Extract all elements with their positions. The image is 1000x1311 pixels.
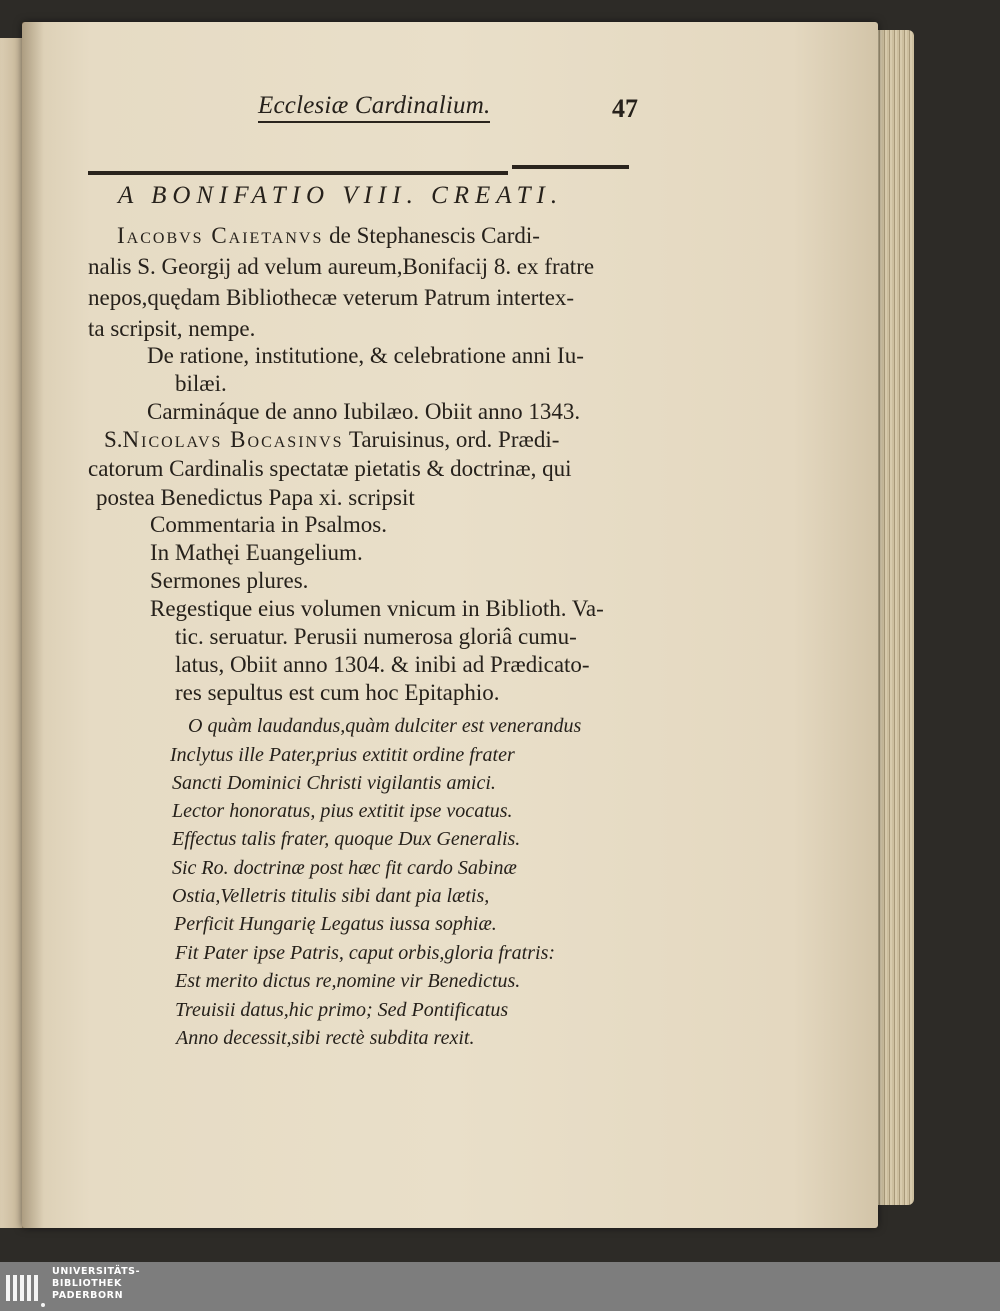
epitaph-line: Treuisii datus,hic primo; Sed Pontificatus: [175, 999, 509, 1021]
text-line: [88, 315, 255, 343]
text-line: [147, 398, 580, 426]
text-line: [88, 455, 572, 483]
library-name-line3: PADERBORN: [52, 1290, 124, 1301]
text-segment: Commentaria in Psalmos.: [150, 512, 388, 537]
text-line: [150, 539, 363, 567]
text-segment: nalis S. Georgij ad velum aureum,Bonifacij 8. ex fratre: [88, 254, 595, 279]
text-line: [175, 679, 500, 707]
text-line: [147, 342, 584, 370]
epitaph-line: Inclytus ille Pater,prius extitit ordine frater: [170, 744, 515, 766]
text-segment: de Stephanescis Cardi-: [323, 223, 540, 248]
text-segment: Taruisinus, ord. Prædi-: [343, 427, 560, 452]
text-segment: De ratione, institutione, & celebratione anni Iu-: [147, 343, 584, 368]
text-line: [150, 595, 604, 623]
epitaph-line: Est merito dictus re,nomine vir Benedictus.: [175, 970, 521, 992]
text-segment: Sermones plures.: [150, 568, 309, 593]
text-segment: tic. seruatur. Perusii numerosa gloriâ cumu-: [175, 624, 577, 649]
text-line: [117, 222, 540, 250]
text-segment: latus, Obiit anno 1304. & inibi ad Prædicato-: [175, 652, 590, 677]
text-segment: ta scripsit, nempe.: [88, 316, 256, 341]
header-rule-left: [88, 171, 508, 175]
epitaph-line: Ostia,Velletris titulis sibi dant pia lætis,: [172, 885, 490, 907]
text-line: [104, 426, 559, 454]
text-line: [175, 370, 227, 398]
text-segment: postea Benedictus Papa xi. scripsit: [96, 485, 415, 510]
epitaph-line: O quàm laudandus,quàm dulciter est venerandus: [188, 715, 582, 737]
epitaph-line: Fit Pater ipse Patris, caput orbis,gloria fratris:: [175, 942, 556, 964]
text-line: [175, 651, 590, 679]
library-name-line1: UNIVERSITÄTS-: [52, 1266, 141, 1277]
epitaph-line: Anno decessit,sibi rectè subdita rexit.: [176, 1027, 475, 1049]
library-name-line2: BIBLIOTHEK: [52, 1278, 122, 1289]
text-segment: S.: [104, 427, 123, 452]
text-segment: catorum Cardinalis spectatæ pietatis & doctrinæ, qui: [88, 456, 572, 481]
name-small-caps: Nicolavs Bocasinvs: [122, 427, 344, 452]
page-number: 47: [612, 94, 638, 123]
epitaph-line: Sancti Dominici Christi vigilantis amici.: [172, 772, 496, 794]
header-rule-right: [512, 165, 629, 169]
epitaph-line: Sic Ro. doctrinæ post hæc fit cardo Sabinæ: [172, 857, 517, 879]
text-line: [88, 253, 594, 281]
text-segment: nepos,quędam Bibliothecæ veterum Patrum intertex-: [88, 285, 575, 310]
epitaph-line: Lector honoratus, pius extitit ipse vocatus.: [172, 800, 513, 822]
name-small-caps: Iacobvs Caietanvs: [117, 223, 324, 248]
text-line: [150, 567, 308, 595]
text-segment: Regestique eius volumen vnicum in Biblioth. Va-: [150, 596, 604, 621]
library-logo-icon: [2, 1269, 44, 1305]
text-line: [150, 511, 387, 539]
text-line: [96, 484, 415, 512]
text-line: [88, 284, 574, 312]
text-segment: In Mathęi Euangelium.: [150, 540, 363, 565]
text-segment: bilæi.: [175, 371, 227, 396]
text-line: [175, 623, 577, 651]
library-footer: [0, 1262, 1000, 1311]
epitaph-line: Effectus talis frater, quoque Dux Generalis.: [172, 828, 521, 850]
text-segment: res sepultus est cum hoc Epitaphio.: [175, 680, 500, 705]
text-segment: Carmináque de anno Iubilæo. Obiit anno 1343.: [147, 399, 581, 424]
section-heading: A BONIFATIO VIII. CREATI.: [118, 182, 564, 209]
epitaph-line: Perficit Hungarię Legatus iussa sophiæ.: [174, 913, 497, 935]
running-head: Ecclesiæ Cardinalium.: [258, 92, 490, 123]
gutter-shadow: [22, 22, 44, 1228]
